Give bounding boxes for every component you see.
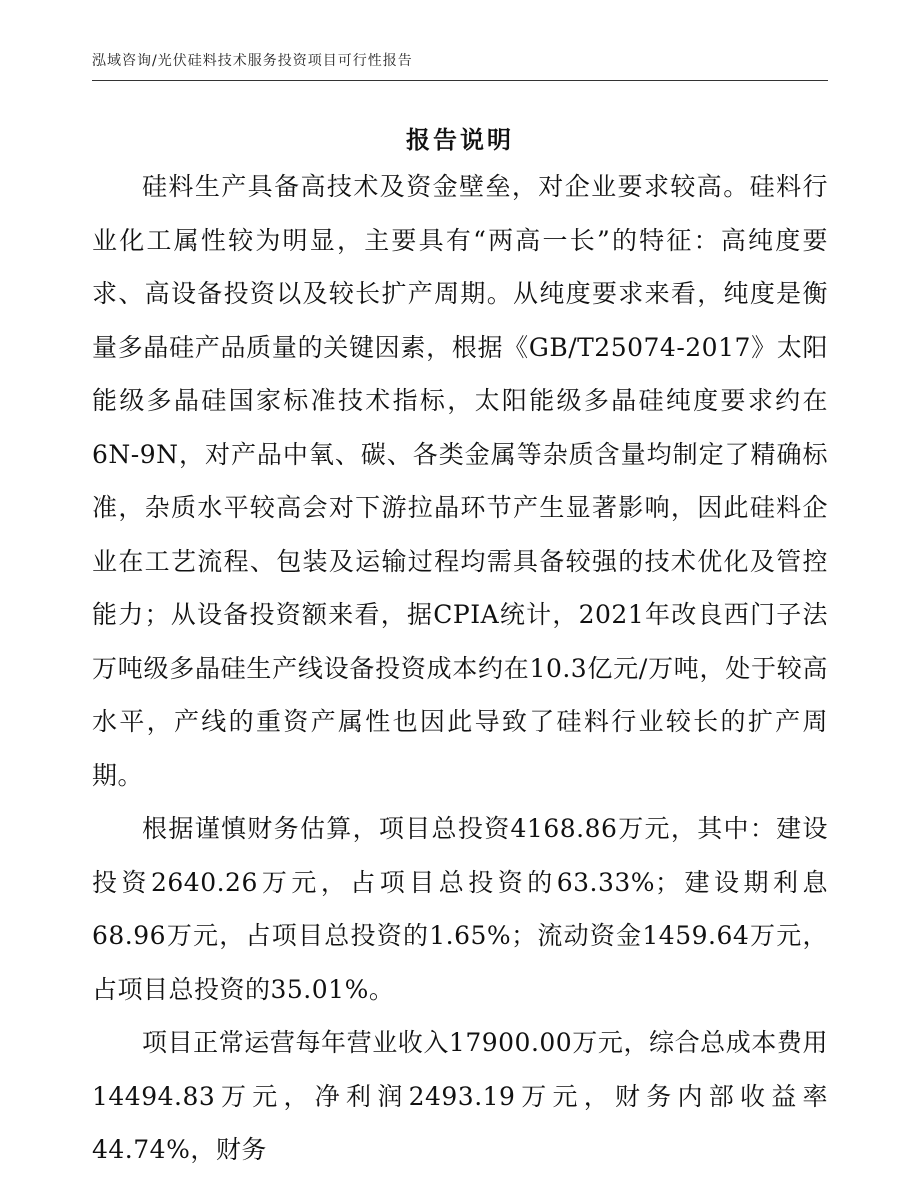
paragraph-operating-revenue: 项目正常运营每年营业收入17900.00万元，综合总成本费用14494.83万元，净利润2493.19万元，财务内部收益率44.74%，财务 — [92, 1028, 828, 1164]
paragraph-investment-estimate: 根据谨慎财务估算，项目总投资4168.86万元，其中：建设投资2640.26万元，占项目总投资的63.33%；建设期利息68.96万元，占项目总投资的1.65%；流动资金1459.64万元，占项目总投资的35.01%。 — [92, 814, 828, 1004]
header-divider — [92, 80, 828, 81]
page-title: 报告说明 — [406, 126, 514, 154]
paragraph-industry-background: 硅料生产具备高技术及资金壁垒，对企业要求较高。硅料行业化工属性较为明显，主要具有“两高一长”的特征：高纯度要求、高设备投资以及较长扩产周期。从纯度要求来看，纯度是衡量多晶硅产品质量的关键因素，根据《GB/T25074-2017》太阳能级多晶硅国家标准技术指标，太阳能级多晶硅纯度要求约在6N-9N，对产品中氧、碳、各类金属等杂质含量均制定了精确标准，杂质水平较高会对下游拉晶环节产生显著影响，因此硅料企业在工艺流程、包装及运输过程均需具备较强的技术优化及管控能力；从设备投资额来看，据CPIA统计，2021年改良西门子法万吨级多晶硅生产线设备投资成本约在10.3亿元/万吨，处于较高水平，产线的重资产属性也因此导致了硅料行业较长的扩产周期。 — [92, 172, 828, 790]
body-text — [92, 160, 828, 1177]
running-header: 泓域咨询/光伏硅料技术服务投资项目可行性报告 — [92, 53, 413, 69]
